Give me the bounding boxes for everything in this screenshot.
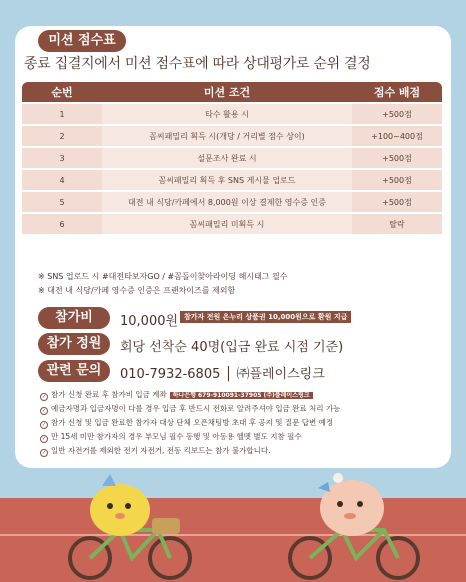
table-header-row: [22, 82, 442, 102]
row-condition: 꼼씨패밀리 획득 후 SNS 게시물 업로드: [102, 170, 352, 190]
table-row: [22, 192, 442, 212]
bank-account-tag: 하나은행 679-910091-37905 (주)플레이스링크: [170, 392, 313, 399]
row-points: 탈락: [352, 214, 442, 234]
bullet-text: 참가 신청 및 입금 완료한 참가자 대상 단체 오픈채팅방 초대 후 공지 및 질문 답변 예정: [51, 418, 334, 427]
bullet-item: [40, 445, 270, 457]
row-points: +100~400점: [352, 126, 442, 146]
header-points: 점수 배점: [352, 82, 442, 102]
bullet-text: 참가 신청 완료 후 참가비 입금 계좌: [51, 390, 167, 399]
row-no: 6: [22, 214, 102, 234]
row-points: +500점: [352, 170, 442, 190]
fee-refund-tag: 참가자 전원 온누리 상품권 10,000원으로 환원 지급: [180, 311, 351, 323]
row-no: 3: [22, 148, 102, 168]
row-condition: 꼼씨패밀리 미획득 시: [102, 214, 352, 234]
row-points: +500점: [352, 104, 442, 124]
row-no: 5: [22, 192, 102, 212]
fee-value: 10,000원: [120, 314, 179, 329]
bullet-item: [40, 431, 302, 443]
mission-headline: 종료 집결지에서 미션 점수표에 따라 상대평가로 순위 결정: [24, 56, 371, 72]
header-condition: 미션 조건: [102, 82, 352, 102]
mission-badge: 미션 점수표: [38, 30, 126, 52]
sns-note: ※ SNS 업로드 시 #대전타보자GO / #꼼돌이찾아라이딩 해시태그 필수: [38, 272, 288, 281]
pink-mascot-bicycle-icon: [280, 466, 430, 582]
receipt-note: ※ 대전 내 식당/카페 영수증 인증은 프랜차이즈를 제외함: [38, 286, 236, 295]
table-row: [22, 214, 442, 234]
row-condition: 타수 활용 시: [102, 104, 352, 124]
bullet-item: [40, 389, 313, 401]
fee-badge: 참가비: [38, 307, 110, 329]
table-row: [22, 170, 442, 190]
table-row: [22, 104, 442, 124]
mission-score-table: [22, 80, 442, 236]
bullet-item: [40, 403, 340, 415]
capacity-value: 회당 선착순 40명(입금 완료 시점 기준): [120, 340, 344, 355]
contact-badge: 관련 문의: [38, 360, 110, 382]
contact-value: 010-7932-6805 │ ㈜플레이스링크: [120, 367, 325, 382]
check-icon: ✓: [41, 436, 47, 442]
row-points: +500점: [352, 148, 442, 168]
row-no: 4: [22, 170, 102, 190]
bullet-item: [40, 417, 333, 429]
capacity-badge: 참가 정원: [38, 333, 110, 355]
yellow-mascot-bicycle-icon: [62, 466, 202, 582]
header-no: 순번: [22, 82, 102, 102]
bullet-text: 예금자명과 입금자명이 다를 경우 입금 후 반드시 전화로 알려주셔야 입금 완료 처리 가능: [51, 404, 341, 413]
check-icon: ✓: [41, 450, 47, 456]
row-condition: 대전 내 식당/카페에서 8,000원 이상 결제한 영수증 인증: [102, 192, 352, 212]
table-row: [22, 148, 442, 168]
check-icon: ✓: [41, 422, 47, 428]
check-icon: ✓: [41, 408, 47, 414]
row-condition: 설문조사 완료 시: [102, 148, 352, 168]
check-icon: ✓: [41, 394, 47, 400]
bullet-text: 일반 자전거를 제외한 전기 자전거, 전동 킥보드는 참가 불가합니다.: [51, 446, 271, 455]
row-no: 1: [22, 104, 102, 124]
row-points: +500점: [352, 192, 442, 212]
row-no: 2: [22, 126, 102, 146]
row-condition: 꼼씨패밀리 획득 시(개당 / 거리별 점수 상이): [102, 126, 352, 146]
table-row: [22, 126, 442, 146]
bullet-text: 만 15세 미만 참가자의 경우 부모님 필수 동행 및 아동용 헬멧 별도 지참 필수: [51, 432, 302, 441]
